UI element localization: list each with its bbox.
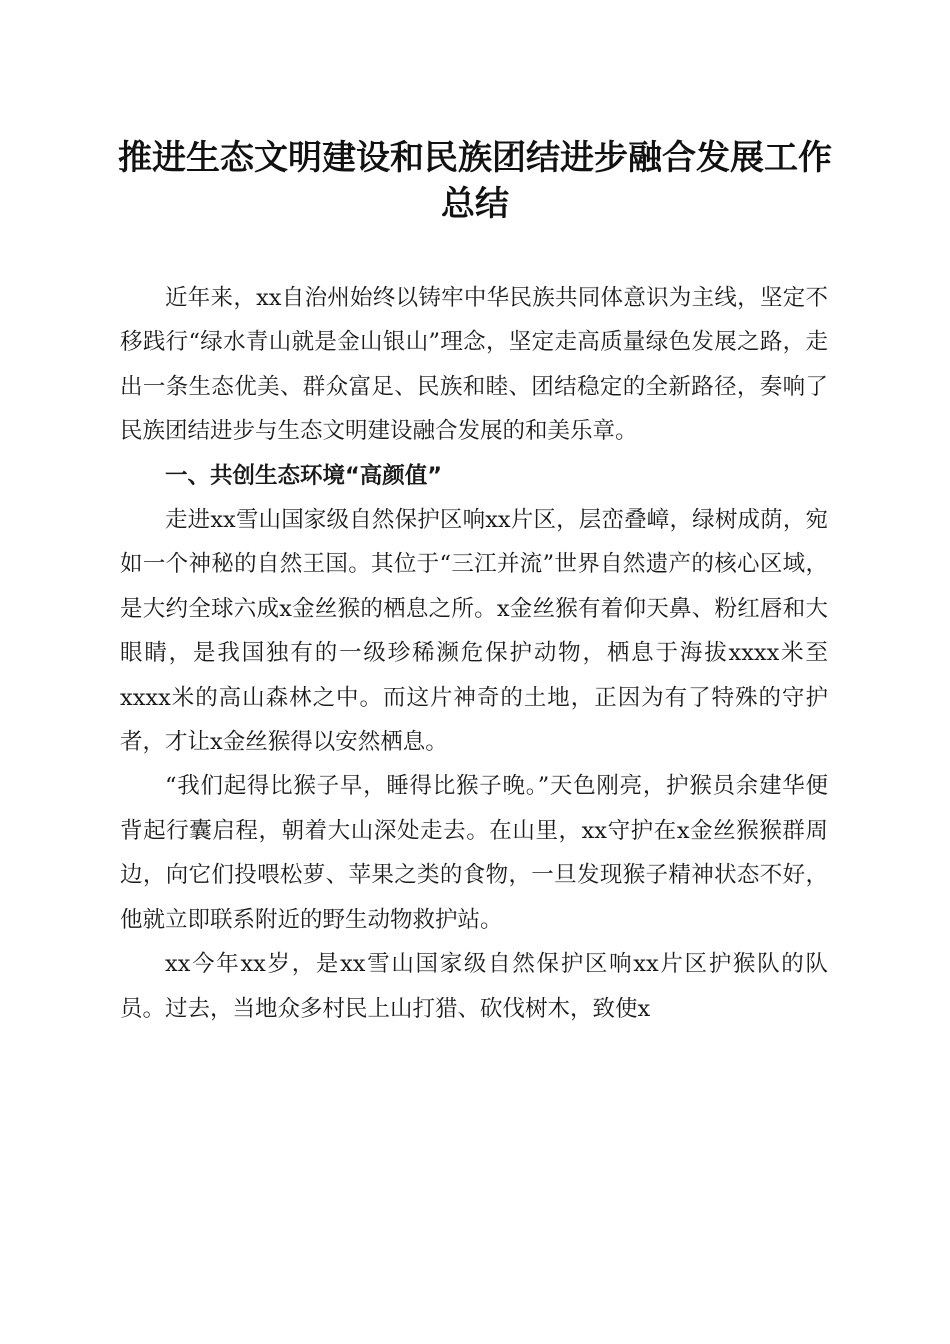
body-paragraph: xx今年xx岁，是xx雪山国家级自然保护区响xx片区护猴队的队员。过去，当地众多村民上山打猎、砍伐树木，致使x — [120, 951, 828, 1022]
intro-paragraph: 近年来，xx自治州始终以铸牢中华民族共同体意识为主线，坚定不移践行“绿水青山就是金山银山”理念，坚定走高质量绿色发展之路，走出一条生态优美、群众富足、民族和睦、团结稳定的全新路径，奏响了民族团结进步与生态文明建设融合发展的和美乐章。 — [120, 285, 828, 445]
document-title: 推进生态文明建设和民族团结进步融合发展工作总结 — [118, 138, 832, 224]
document-body — [120, 276, 828, 1031]
body-paragraph: “我们起得比猴子早，睡得比猴子晚。”天色刚亮，护猴员余建华便背起行囊启程，朝着大山深处走去。在山里，xx守护在x金丝猴猴群周边，向它们投喂松萝、苹果之类的食物，一旦发现猴子精神状态不好，他就立即联系附近的野生动物救护站。 — [120, 773, 828, 933]
body-paragraph: 走进xx雪山国家级自然保护区响xx片区，层峦叠嶂，绿树成荫，宛如一个神秘的自然王国。其位于“三江并流”世界自然遗产的核心区域，是大约全球六成x金丝猴的栖息之所。x金丝猴有着仰天鼻、粉红唇和大眼睛，是我国独有的一级珍稀濒危保护动物，栖息于海拔xxxx米至xxxx米的高山森林之中。而这片神奇的土地，正因为有了特殊的守护者，才让x金丝猴得以安然栖息。 — [120, 507, 828, 756]
section-heading: 一、共创生态环境“高颜值” — [165, 462, 443, 489]
